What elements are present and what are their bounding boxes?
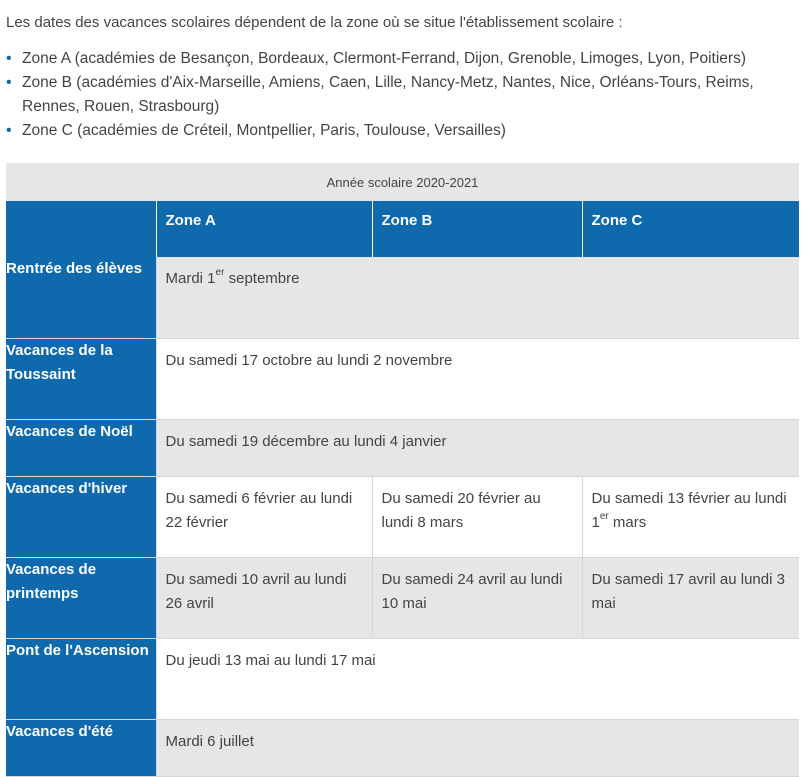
cell-printemps-zone-a: Du samedi 10 avril au lundi 26 avril (156, 557, 372, 638)
cell-printemps-zone-b: Du samedi 24 avril au lundi 10 mai (372, 557, 582, 638)
bullet-icon: • (6, 50, 12, 67)
cell-printemps-zone-c: Du samedi 17 avril au lundi 3 mai (582, 557, 799, 638)
row-label-rentree: Rentrée des élèves (6, 257, 156, 338)
cell-ascension: Du jeudi 13 mai au lundi 17 mai (156, 638, 799, 719)
row-label-toussaint: Vacances de la Toussaint (6, 338, 156, 419)
header-zone-a: Zone A (156, 201, 372, 257)
zone-b-text: Zone B (académies d'Aix-Marseille, Amiens, Caen, Lille, Nancy-Metz, Nantes, Nice, Orléans-Tours, Reims, Rennes, Rouen, Strasbourg) (22, 74, 754, 115)
header-zone-c: Zone C (582, 201, 799, 257)
table-row (6, 419, 799, 476)
row-label-ascension: Pont de l'Ascension (6, 638, 156, 719)
table-row (6, 638, 799, 719)
table-row (6, 257, 799, 338)
cell-hiver-zone-a: Du samedi 6 février au lundi 22 février (156, 476, 372, 557)
header-empty (6, 201, 156, 257)
list-item (6, 47, 796, 71)
cell-noel: Du samedi 19 décembre au lundi 4 janvier (156, 419, 799, 476)
zone-a-text: Zone A (académies de Besançon, Bordeaux, Clermont-Ferrand, Dijon, Grenoble, Limoges, Lyon, Poitiers) (22, 50, 746, 67)
table-header-row (6, 201, 799, 257)
cell-rentree: Mardi 1er septembre (156, 257, 799, 338)
zone-c-text: Zone C (académies de Créteil, Montpellier, Paris, Toulouse, Versailles) (22, 122, 506, 139)
cell-ete: Mardi 6 juillet (156, 719, 799, 776)
row-label-ete: Vacances d'été (6, 719, 156, 776)
table-row (6, 476, 799, 557)
holidays-table (6, 163, 799, 777)
row-label-hiver: Vacances d'hiver (6, 476, 156, 557)
row-label-noel: Vacances de Noël (6, 419, 156, 476)
intro-text: Les dates des vacances scolaires dépendent de la zone où se situe l'établissement scolaire : (6, 14, 623, 31)
table-caption: Année scolaire 2020-2021 (6, 163, 799, 201)
table-caption-row (6, 163, 799, 201)
table-row (6, 338, 799, 419)
cell-toussaint: Du samedi 17 octobre au lundi 2 novembre (156, 338, 799, 419)
table-row (6, 557, 799, 638)
row-label-printemps: Vacances de printemps (6, 557, 156, 638)
bullet-icon: • (6, 122, 12, 139)
cell-hiver-zone-b: Du samedi 20 février au lundi 8 mars (372, 476, 582, 557)
table-row (6, 719, 799, 776)
header-zone-b: Zone B (372, 201, 582, 257)
cell-hiver-zone-c: Du samedi 13 février au lundi 1er mars (582, 476, 799, 557)
zone-list (6, 47, 796, 143)
list-item (6, 119, 796, 143)
bullet-icon: • (6, 74, 12, 91)
list-item (6, 71, 796, 119)
